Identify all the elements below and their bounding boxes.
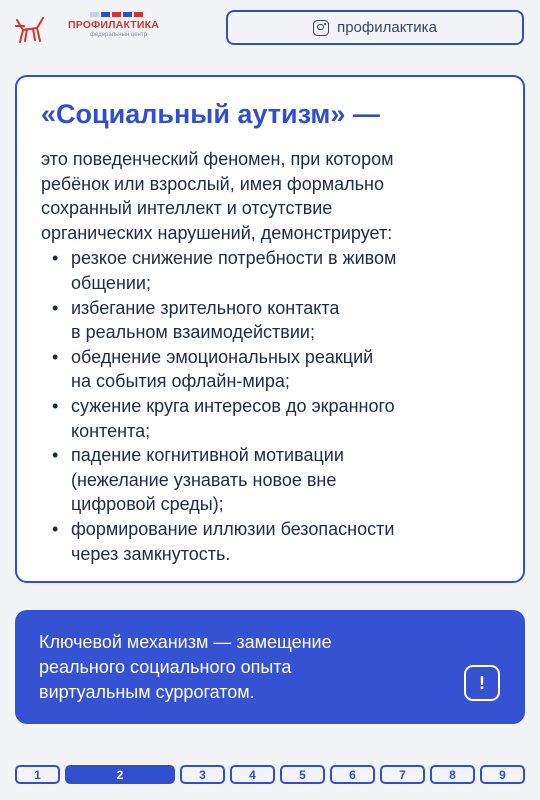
list-item-line: в реальном взаимодействии;: [71, 322, 315, 343]
list-item: [41, 296, 499, 345]
intro-line: сохранный интеллект и отсутствие: [41, 198, 333, 219]
header: [0, 0, 540, 60]
alert-icon: !: [464, 665, 500, 701]
list-item-line: • избегание зрительного контакта: [71, 297, 340, 318]
page-button-4[interactable]: 4: [230, 765, 275, 784]
list-item-line: на события офлайн-мира;: [71, 371, 290, 392]
page-button-8[interactable]: 8: [430, 765, 475, 784]
pagination: [15, 765, 525, 784]
list-item-line: • сужение круга интересов до экранного: [71, 395, 395, 416]
list-item: [41, 345, 499, 394]
list-item-line: через замкнутость.: [71, 543, 231, 564]
brand-logo: [68, 12, 168, 44]
instagram-link-button[interactable]: [226, 10, 524, 45]
list-item: [41, 443, 499, 517]
instagram-label: профилактика: [337, 19, 437, 36]
callout-line: Ключевой механизм — замещение: [39, 632, 332, 652]
page-button-3[interactable]: 3: [180, 765, 225, 784]
list-item-line: контента;: [71, 420, 151, 441]
list-item-line: общении;: [71, 272, 151, 293]
intro-line: это поведенческий феномен, при котором: [41, 149, 394, 169]
callout-line: виртуальным суррогатом.: [39, 682, 255, 702]
page-button-6[interactable]: 6: [330, 765, 375, 784]
list-item-line: • обеднение эмоциональных реакций: [71, 346, 374, 367]
page-button-2-current[interactable]: 2: [65, 765, 175, 784]
page-button-5[interactable]: 5: [280, 765, 325, 784]
flag-icon: [90, 12, 168, 17]
symptom-list: [41, 246, 499, 566]
intro-line: органических нарушений, демонстрирует:: [41, 222, 393, 243]
page-button-9[interactable]: 9: [480, 765, 525, 784]
page-button-7[interactable]: 7: [380, 765, 425, 784]
card-intro: [41, 147, 499, 245]
chair-icon: [14, 14, 46, 44]
page-button-1[interactable]: 1: [15, 765, 60, 784]
list-item-line: • падение когнитивной мотивации: [71, 445, 344, 466]
brand-title: ПРОФИЛАКТИКА: [68, 19, 160, 31]
list-item: [41, 246, 499, 295]
list-item: [41, 394, 499, 443]
key-mechanism-callout: [15, 610, 525, 724]
intro-line: ребёнок или взрослый, имея формально: [41, 173, 384, 194]
list-item: [41, 517, 499, 566]
callout-line: реального социального опыта: [39, 657, 292, 677]
callout-text: [39, 630, 439, 705]
list-item-line: • резкое снижение потребности в живом: [71, 248, 397, 269]
brand-subtitle: федеральный центр: [90, 32, 148, 38]
definition-card: [15, 75, 525, 583]
instagram-icon: [313, 20, 329, 36]
list-item-line: • формирование иллюзии безопасности: [71, 518, 395, 539]
card-title: «Социальный аутизм» —: [41, 99, 380, 129]
list-item-line: (нежелание узнавать новое вне: [71, 469, 337, 490]
list-item-line: цифровой среды);: [71, 494, 224, 515]
